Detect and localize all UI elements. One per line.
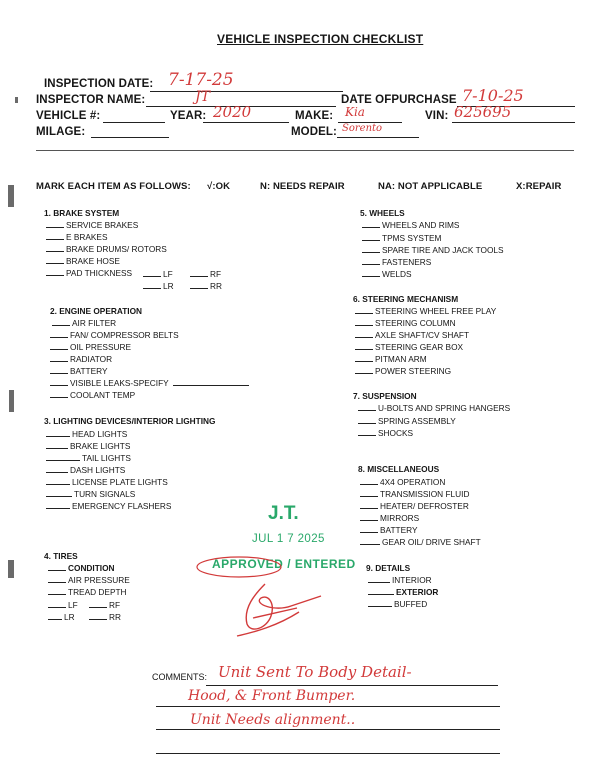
brake-item[interactable]: BRAKE HOSE [46, 256, 120, 266]
scan-artifact [8, 185, 14, 207]
legend-ok: √:OK [207, 181, 231, 192]
signature-ink [195, 546, 365, 646]
suspension-item[interactable]: SHOCKS [358, 428, 413, 438]
comments-line [156, 706, 500, 707]
section-details-title: 9. DETAILS [366, 563, 411, 573]
tire-lr[interactable]: LR [48, 612, 75, 622]
brake-item-pad-thickness[interactable]: PAD THICKNESS [46, 268, 132, 278]
stamp-entered-text: / ENTERED [287, 557, 356, 571]
stamp-date: JUL 1 7 2025 [252, 533, 325, 545]
scan-artifact [15, 97, 18, 103]
engine-item[interactable]: OIL PRESSURE [50, 342, 131, 352]
approved-circle [197, 557, 284, 577]
scan-artifact [9, 390, 14, 412]
tire-rf[interactable]: RF [89, 600, 120, 610]
brake-pad-rf[interactable]: RF [190, 269, 221, 279]
header-divider [36, 150, 574, 151]
steering-item[interactable]: POWER STEERING [355, 366, 451, 376]
wheels-item[interactable]: WHEELS AND RIMS [362, 220, 459, 230]
tires-condition[interactable]: CONDITION [48, 563, 115, 573]
steering-item[interactable]: PITMAN ARM [355, 354, 427, 364]
date-of-purchase-label: DATE OFPURCHASE [341, 94, 457, 106]
tire-rr[interactable]: RR [89, 612, 121, 622]
engine-item[interactable]: BATTERY [50, 366, 108, 376]
section-wheels-title: 5. WHEELS [360, 208, 405, 218]
section-misc-title: 8. MISCELLANEOUS [358, 464, 440, 474]
make-label: MAKE: [295, 110, 334, 122]
legend-repair: X:REPAIR [516, 181, 562, 192]
year-value[interactable]: 2020 [213, 103, 252, 121]
model-line [337, 137, 419, 138]
tires-item[interactable]: TREAD DEPTH [48, 587, 127, 597]
page-title: VEHICLE INSPECTION CHECKLIST [217, 32, 424, 46]
scan-artifact [8, 560, 14, 578]
comments-line [206, 685, 498, 686]
steering-item[interactable]: STEERING GEAR BOX [355, 342, 463, 352]
inspection-date-line [150, 91, 343, 92]
comment-line-2[interactable]: Hood, & Front Bumper. [188, 688, 356, 704]
engine-item-visible-leaks[interactable]: VISIBLE LEAKS-SPECIFY [50, 378, 251, 388]
lighting-item[interactable]: TURN SIGNALS [46, 489, 135, 499]
brake-pad-lf[interactable]: LF [143, 269, 173, 279]
steering-item[interactable]: STEERING COLUMN [355, 318, 456, 328]
inspector-name-label: INSPECTOR NAME: [36, 94, 146, 106]
suspension-item[interactable]: U-BOLTS AND SPRING HANGERS [358, 403, 510, 413]
legend-not-applicable: NA: NOT APPLICABLE [378, 181, 483, 192]
misc-item[interactable]: 4X4 OPERATION [360, 477, 445, 487]
comments-line [156, 729, 500, 730]
wheels-item[interactable]: TPMS SYSTEM [362, 233, 441, 243]
date-of-purchase-value[interactable]: 7-10-25 [462, 86, 524, 105]
section-engine-title: 2. ENGINE OPERATION [50, 306, 143, 316]
lighting-item[interactable]: TAIL LIGHTS [46, 453, 131, 463]
comment-line-3[interactable]: Unit Needs alignment.. [190, 712, 356, 728]
legend-mark-label: MARK EACH ITEM AS FOLLOWS: [36, 181, 191, 192]
section-steering-title: 6. STEERING MECHANISM [353, 294, 459, 304]
details-item[interactable]: INTERIOR [368, 575, 432, 585]
tires-item[interactable]: AIR PRESSURE [48, 575, 130, 585]
vin-value[interactable]: 625695 [454, 103, 512, 121]
wheels-item[interactable]: WELDS [362, 269, 412, 279]
suspension-item[interactable]: SPRING ASSEMBLY [358, 416, 456, 426]
comments-line [156, 753, 500, 754]
model-label: MODEL: [291, 126, 337, 138]
signature-icon [237, 584, 321, 636]
vin-line [452, 122, 575, 123]
steering-item[interactable]: AXLE SHAFT/CV SHAFT [355, 330, 469, 340]
steering-item[interactable]: STEERING WHEEL FREE PLAY [355, 306, 496, 316]
misc-item[interactable]: TRANSMISSION FLUID [360, 489, 469, 499]
section-tires-title: 4. TIRES [44, 551, 78, 561]
inspection-date-value[interactable]: 7-17-25 [168, 70, 234, 90]
misc-item[interactable]: HEATER/ DEFROSTER [360, 501, 469, 511]
wheels-item[interactable]: FASTENERS [362, 257, 431, 267]
engine-item[interactable]: AIR FILTER [52, 318, 116, 328]
comments-label: COMMENTS: [152, 672, 207, 682]
tire-lf[interactable]: LF [48, 600, 78, 610]
engine-item[interactable]: RADIATOR [50, 354, 112, 364]
details-item[interactable]: EXTERIOR [368, 587, 438, 597]
lighting-item[interactable]: BRAKE LIGHTS [46, 441, 130, 451]
vin-label: VIN: [425, 110, 449, 122]
section-brake-title: 1. BRAKE SYSTEM [44, 208, 120, 218]
make-value[interactable]: Kia [345, 105, 365, 119]
lighting-item[interactable]: EMERGENCY FLASHERS [46, 501, 171, 511]
stamp-initials: J.T. [268, 503, 299, 524]
lighting-item[interactable]: LICENSE PLATE LIGHTS [46, 477, 168, 487]
misc-item[interactable]: BATTERY [360, 525, 418, 535]
misc-item[interactable]: MIRRORS [360, 513, 419, 523]
brake-item[interactable]: SERVICE BRAKES [46, 220, 138, 230]
vehicle-number-line [103, 122, 165, 123]
section-suspension-title: 7. SUSPENSION [353, 391, 417, 401]
brake-item[interactable]: BRAKE DRUMS/ ROTORS [46, 244, 167, 254]
brake-item[interactable]: E BRAKES [46, 232, 108, 242]
milage-label: MILAGE: [36, 126, 86, 138]
brake-pad-rr[interactable]: RR [190, 281, 222, 291]
details-item[interactable]: BUFFED [368, 599, 427, 609]
lighting-item[interactable]: DASH LIGHTS [46, 465, 125, 475]
milage-line [91, 137, 169, 138]
year-label: YEAR: [170, 110, 207, 122]
legend-needs-repair: N: NEEDS REPAIR [260, 181, 345, 192]
vehicle-number-label: VEHICLE #: [36, 110, 101, 122]
section-lighting-title: 3. LIGHTING DEVICES/INTERIOR LIGHTING [44, 416, 216, 426]
engine-item[interactable]: COOLANT TEMP [50, 390, 135, 400]
brake-pad-lr[interactable]: LR [143, 281, 174, 291]
inspector-name-value[interactable]: JT [195, 89, 210, 105]
misc-item[interactable]: GEAR OIL/ DRIVE SHAFT [360, 537, 481, 547]
wheels-item[interactable]: SPARE TIRE AND JACK TOOLS [362, 245, 504, 255]
comment-line-1[interactable]: Unit Sent To Body Detail- [218, 663, 412, 681]
engine-item[interactable]: FAN/ COMPRESSOR BELTS [50, 330, 179, 340]
inspection-date-label: INSPECTION DATE: [44, 78, 154, 90]
model-value[interactable]: Sorento [342, 123, 383, 134]
lighting-item[interactable]: HEAD LIGHTS [46, 429, 127, 439]
stamp-approved-text: APPROVED [212, 557, 284, 571]
year-line [203, 122, 289, 123]
